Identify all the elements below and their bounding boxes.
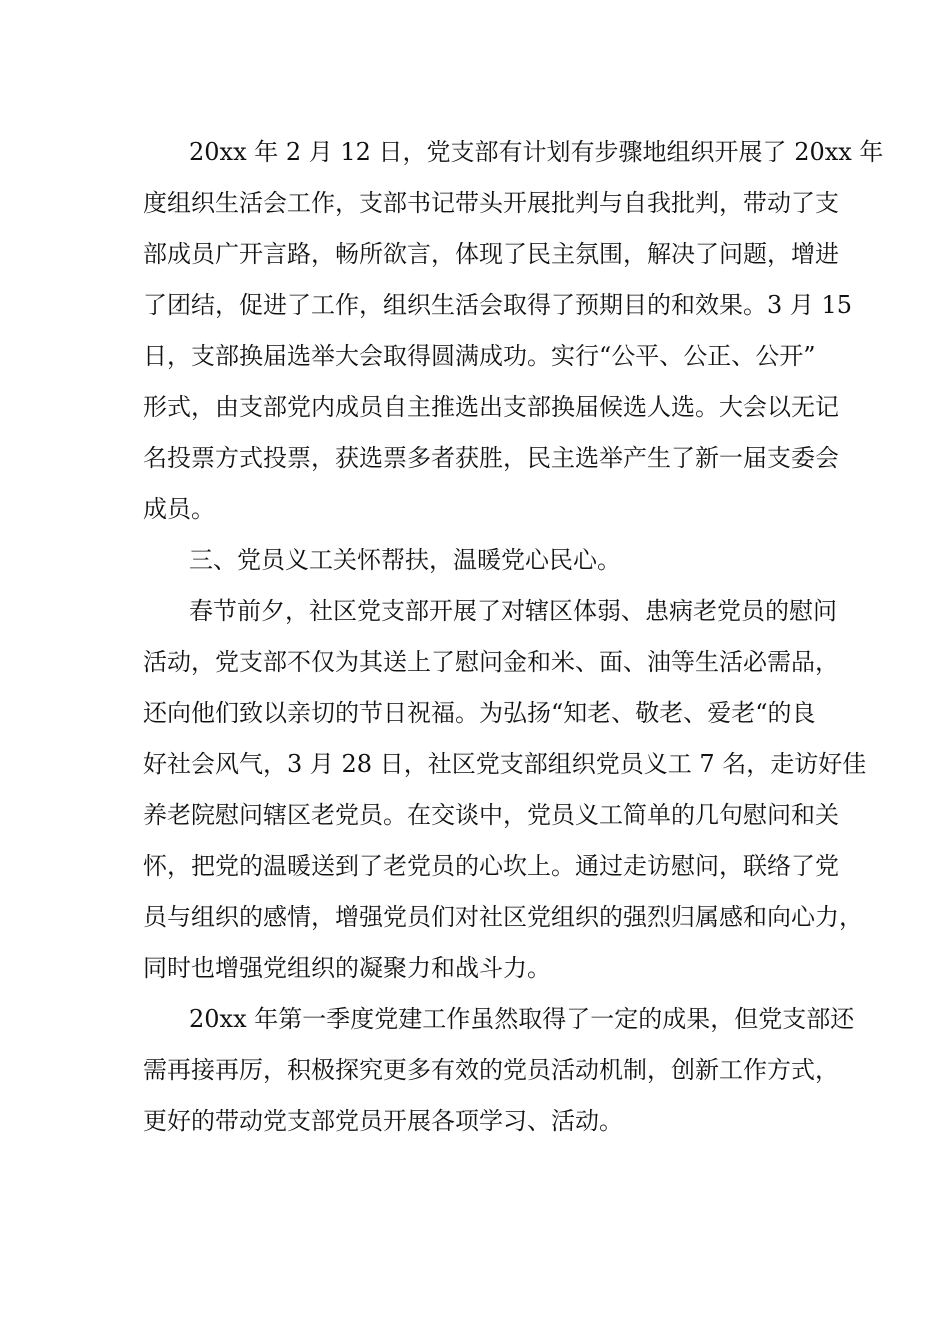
paragraph-1-line-7: 名投票方式投票，获选票多者获胜，民主选举产生了新一届支委会 (143, 444, 839, 472)
paragraph-1-line-5: 日，支部换届选举大会取得圆满成功。实行“公平、公正、公开” (143, 342, 816, 370)
paragraph-2-line-1: 春节前夕，社区党支部开展了对辖区体弱、患病老党员的慰问 (189, 597, 837, 625)
paragraph-2-line-8: 同时也增强党组织的凝聚力和战斗力。 (143, 954, 551, 982)
paragraph-1-line-3: 部成员广开言路，畅所欲言，体现了民主氛围，解决了问题，增进 (143, 240, 839, 268)
paragraph-1-line-6: 形式，由支部党内成员自主推选出支部换届候选人选。大会以无记 (143, 393, 839, 421)
paragraph-2-line-4: 好社会风气，3 月 28 日，社区党支部组织党员义工 7 名，走访好佳 (143, 750, 867, 778)
paragraph-1-line-2: 度组织生活会工作，支部书记带头开展批判与自我批判，带动了支 (143, 189, 839, 217)
paragraph-1-line-4: 了团结，促进了工作，组织生活会取得了预期目的和效果。3 月 15 (143, 291, 853, 319)
section-heading: 三、党员义工关怀帮扶，温暖党心民心。 (189, 546, 621, 574)
paragraph-2-line-7: 员与组织的感情，增强党员们对社区党组织的强烈归属感和向心力， (143, 903, 863, 931)
paragraph-3-line-1: 20xx 年第一季度党建工作虽然取得了一定的成果，但党支部还 (189, 1005, 855, 1033)
paragraph-2-line-5: 养老院慰问辖区老党员。在交谈中，党员义工简单的几句慰问和关 (143, 801, 839, 829)
paragraph-1-line-1: 20xx 年 2 月 12 日，党支部有计划有步骤地组织开展了 20xx 年 (189, 138, 884, 166)
paragraph-1-line-8: 成员。 (143, 495, 215, 523)
paragraph-2-line-3: 还向他们致以亲切的节日祝福。为弘扬“知老、敬老、爱老“的良 (143, 699, 816, 727)
paragraph-3-line-2: 需再接再厉，积极探究更多有效的党员活动机制，创新工作方式， (143, 1056, 839, 1084)
paragraph-2-line-6: 怀，把党的温暖送到了老党员的心坎上。通过走访慰问，联络了党 (143, 852, 839, 880)
paragraph-3-line-3: 更好的带动党支部党员开展各项学习、活动。 (143, 1107, 623, 1135)
paragraph-2-line-2: 活动，党支部不仅为其送上了慰问金和米、面、油等生活必需品， (143, 648, 839, 676)
